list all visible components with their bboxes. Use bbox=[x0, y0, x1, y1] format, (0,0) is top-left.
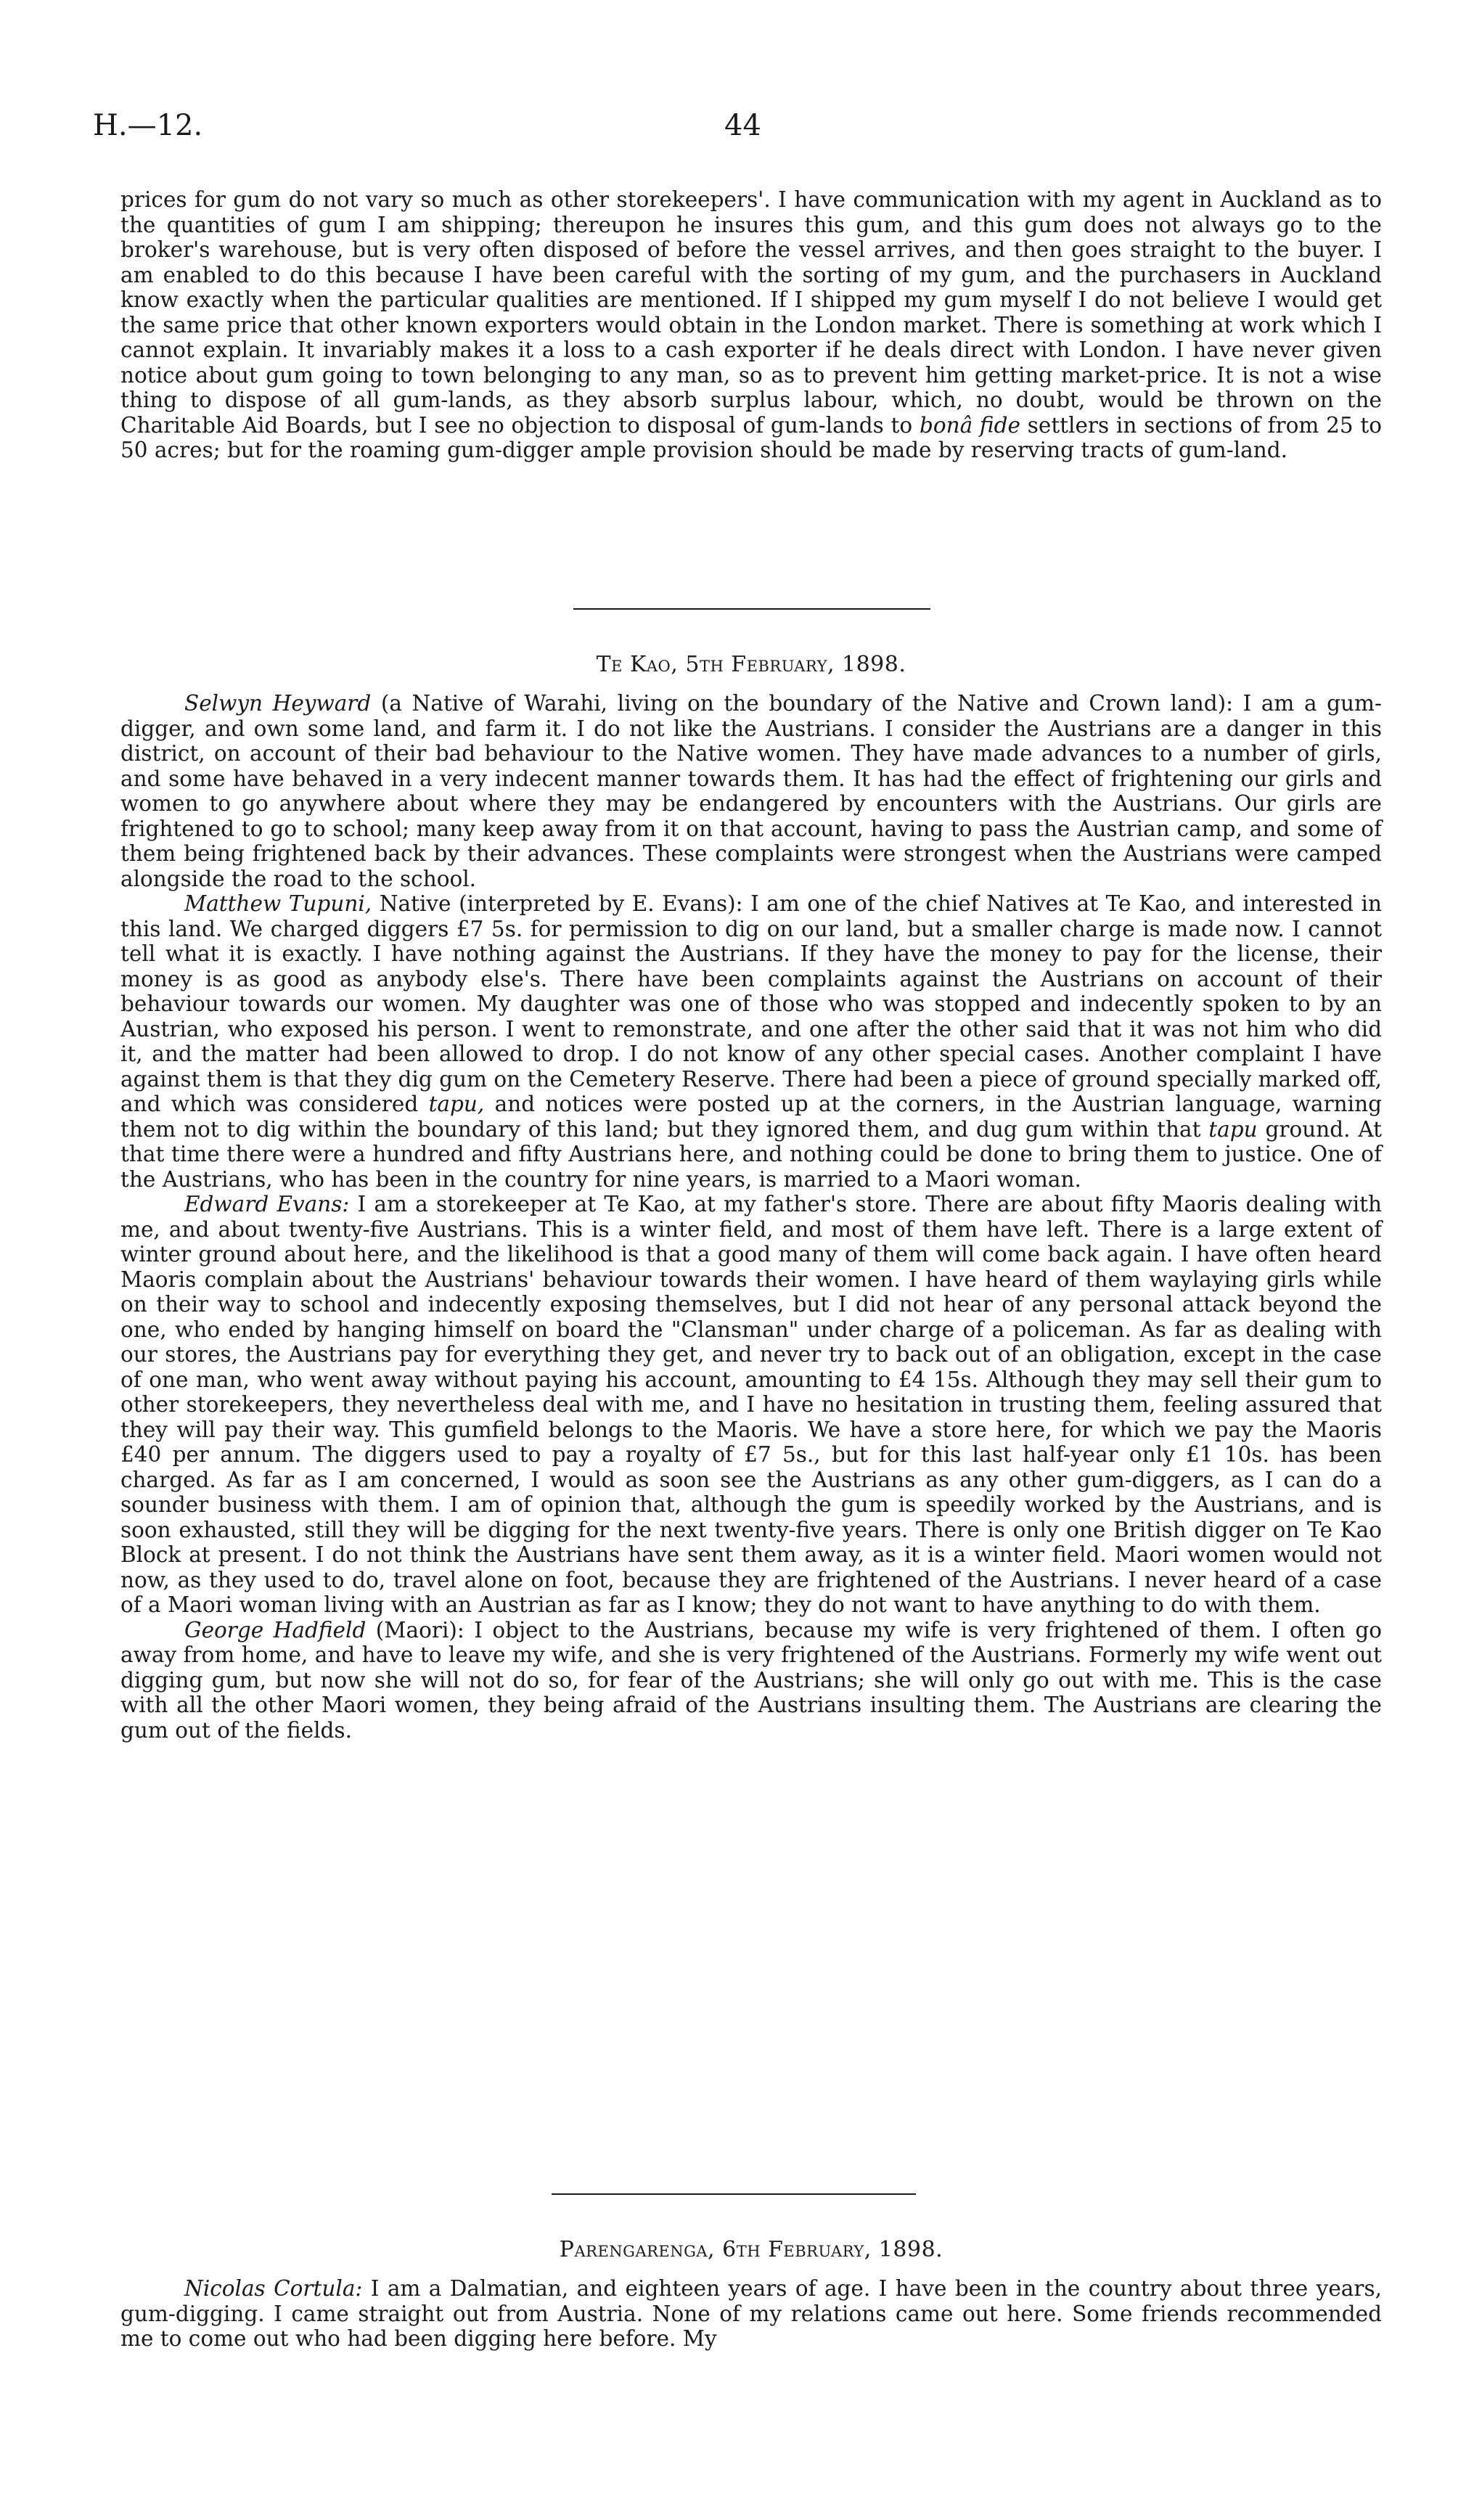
speaker-name: Nicolas Cortula: bbox=[184, 2276, 363, 2301]
document-reference: H.—12. bbox=[93, 109, 203, 142]
speaker-name: Edward Evans: bbox=[184, 1192, 350, 1216]
testimony-edward-evans: Edward Evans: I am a storekeeper at Te Kao, at my father's store. There are about fifty Maoris dealing with me, and about twenty-five Austrians. This is a winter field, and most of them have left. There is a large extent of winter ground about here, and the likelihood is that a good many of them will come back again. I have often heard Maoris complain about the Austrians' behaviour towards their women. I have heard of them waylaying girls while on their way to school and indecently exposing themselves, but I did not hear of any personal attack beyond the one, who ended by hanging himself on board the "Clansman" under charge of a policeman. As far as dealing with our stores, the Austrians pay for everything they get, and never try to back out of an obligation, except in the case of one man, who went away without paying his account, amounting to £4 15s. Although they may sell their gum to other storekeepers, they nevertheless deal with me, and I have no hesitation in trusting them, feeling assured that they will pay their way. This gumfield belongs to the Maoris. We have a store here, for which we pay the Maoris £40 per annum. The diggers used to pay a royalty of £7 5s., but for this last half-year only £1 10s. has been charged. As far as I am concerned, I would as soon see the Austrians as any other gum-diggers, as I can do a sounder business with them. I am of opinion that, although the gum is speedily worked by the Austrians, and is soon exhausted, still they will be digging for the next twenty-five years. There is only one British digger on Te Kao Block at present. I do not think the Austrians have sent them away, as it is a winter field. Maori women would not now, as they used to do, travel alone on foot, because they are frightened of the Austrians. I never heard of a case of a Maori woman living with an Austrian as far as I know; they do not want to have anything to do with them. bbox=[120, 1192, 1382, 1617]
section-divider bbox=[552, 2193, 916, 2195]
speaker-name: George Hadfield bbox=[184, 1617, 367, 1642]
section-heading-te-kao: Te Kao, 5th February, 1898. bbox=[596, 652, 906, 677]
testimony-matthew-tupuni: Matthew Tupuni, Native (interpreted by E. Evans): I am one of the chief Natives at Te Kao, and interested in this land. We charged diggers £7 5s. for permission to dig on our land, but a smaller charge is made now. I cannot tell what it is exactly. I have nothing against the Austrians. If they have the money to pay for the license, their money is as good as anybody else's. There have been complaints against the Austrians on account of their behaviour towards our women. My daughter was one of those who was stopped and indecently spoken to by an Austrian, who exposed his person. I went to remonstrate, and one after the other said that it was not him who did it, and the matter had been allowed to drop. I do not know of any other special cases. Another complaint I have against them is that they dig gum on the Cemetery Reserve. There had been a piece of ground specially marked off, and which was considered tapu, and notices were posted up at the corners, in the Austrian language, warning them not to dig within the boundary of this land; but they ignored them, and dug gum within that tapu ground. At that time there were a hundred and fifty Austrians here, and nothing could be done to bring them to justice. One of the Austrians, who has been in the country for nine years, is married to a Maori woman. bbox=[120, 891, 1382, 1192]
speaker-name: Selwyn Heyward bbox=[184, 691, 372, 716]
testimony-selwyn-heyward: Selwyn Heyward (a Native of Warahi, living on the boundary of the Native and Crown land): I am a gum-digger, and own some land, and farm it. I do not like the Austrians. I consider the Austrians are a danger in this district, on account of their bad behaviour to the Native women. They have made advances to a number of girls, and some have behaved in a very indecent manner towards them. It has had the effect of frightening our girls and women to go anywhere about where they may be endangered by encounters with the Austrians. Our girls are frightened to go to school; many keep away from it on that account, having to pass the Austrian camp, and some of them being frightened back by their advances. These complaints were strongest when the Austrians were camped alongside the road to the school. bbox=[120, 691, 1382, 891]
te-kao-testimonies bbox=[120, 691, 1382, 1743]
latin-term: bonâ fide bbox=[919, 412, 1020, 438]
section-heading-parengarenga: Parengarenga, 6th February, 1898. bbox=[559, 2237, 943, 2262]
speaker-name: Matthew Tupuni, bbox=[184, 891, 372, 916]
parengarenga-testimonies bbox=[120, 2276, 1382, 2352]
continued-testimony bbox=[120, 187, 1382, 463]
testimony-george-hadfield: George Hadfield (Maori): I object to the Austrians, because my wife is very frightened of them. I often go away from home, and have to leave my wife, and she is very frightened of the Austrians. Formerly my wife went out digging gum, but now she will not do so, for fear of the Austrians; she will only go out with me. This is the case with all the other Maori women, they being afraid of the Austrians insulting them. The Austrians are clearing the gum out of the fields. bbox=[120, 1617, 1382, 1743]
testimony-nicolas-cortula: Nicolas Cortula: I am a Dalmatian, and eighteen years of age. I have been in the country about three years, gum-digging. I came straight out from Austria. None of my relations came out here. Some friends recommended me to come out who had been digging here before. My bbox=[120, 2276, 1382, 2351]
section-divider bbox=[573, 608, 930, 610]
page-number: 44 bbox=[724, 109, 761, 142]
page-header bbox=[93, 109, 1385, 152]
paragraph: prices for gum do not vary so much as other storekeepers'. I have communication with my agent in Auckland as to the quantities of gum I am shipping; thereupon he insures this gum, and this gum does not always go to the broker's warehouse, but is very often disposed of before the vessel arrives, and then goes straight to the buyer. I am enabled to do this because I have been careful with the sorting of my gum, and the purchasers in Auckland know exactly when the particular qualities are mentioned. If I shipped my gum myself I do not believe I would get the same price that other known exporters would obtain in the London market. There is something at work which I cannot explain. It invariably makes it a loss to a cash exporter if he deals direct with London. I have never given notice about gum going to town belonging to any man, so as to prevent him getting market-price. It is not a wise thing to dispose of all gum-lands, as they absorb surplus labour, which, no doubt, would be thrown on the Charitable Aid Boards, but I see no objection to disposal of gum-lands to bonâ fide settlers in sections of from 25 to 50 acres; but for the roaming gum-digger ample provision should be made by reserving tracts of gum-land. bbox=[120, 187, 1382, 462]
